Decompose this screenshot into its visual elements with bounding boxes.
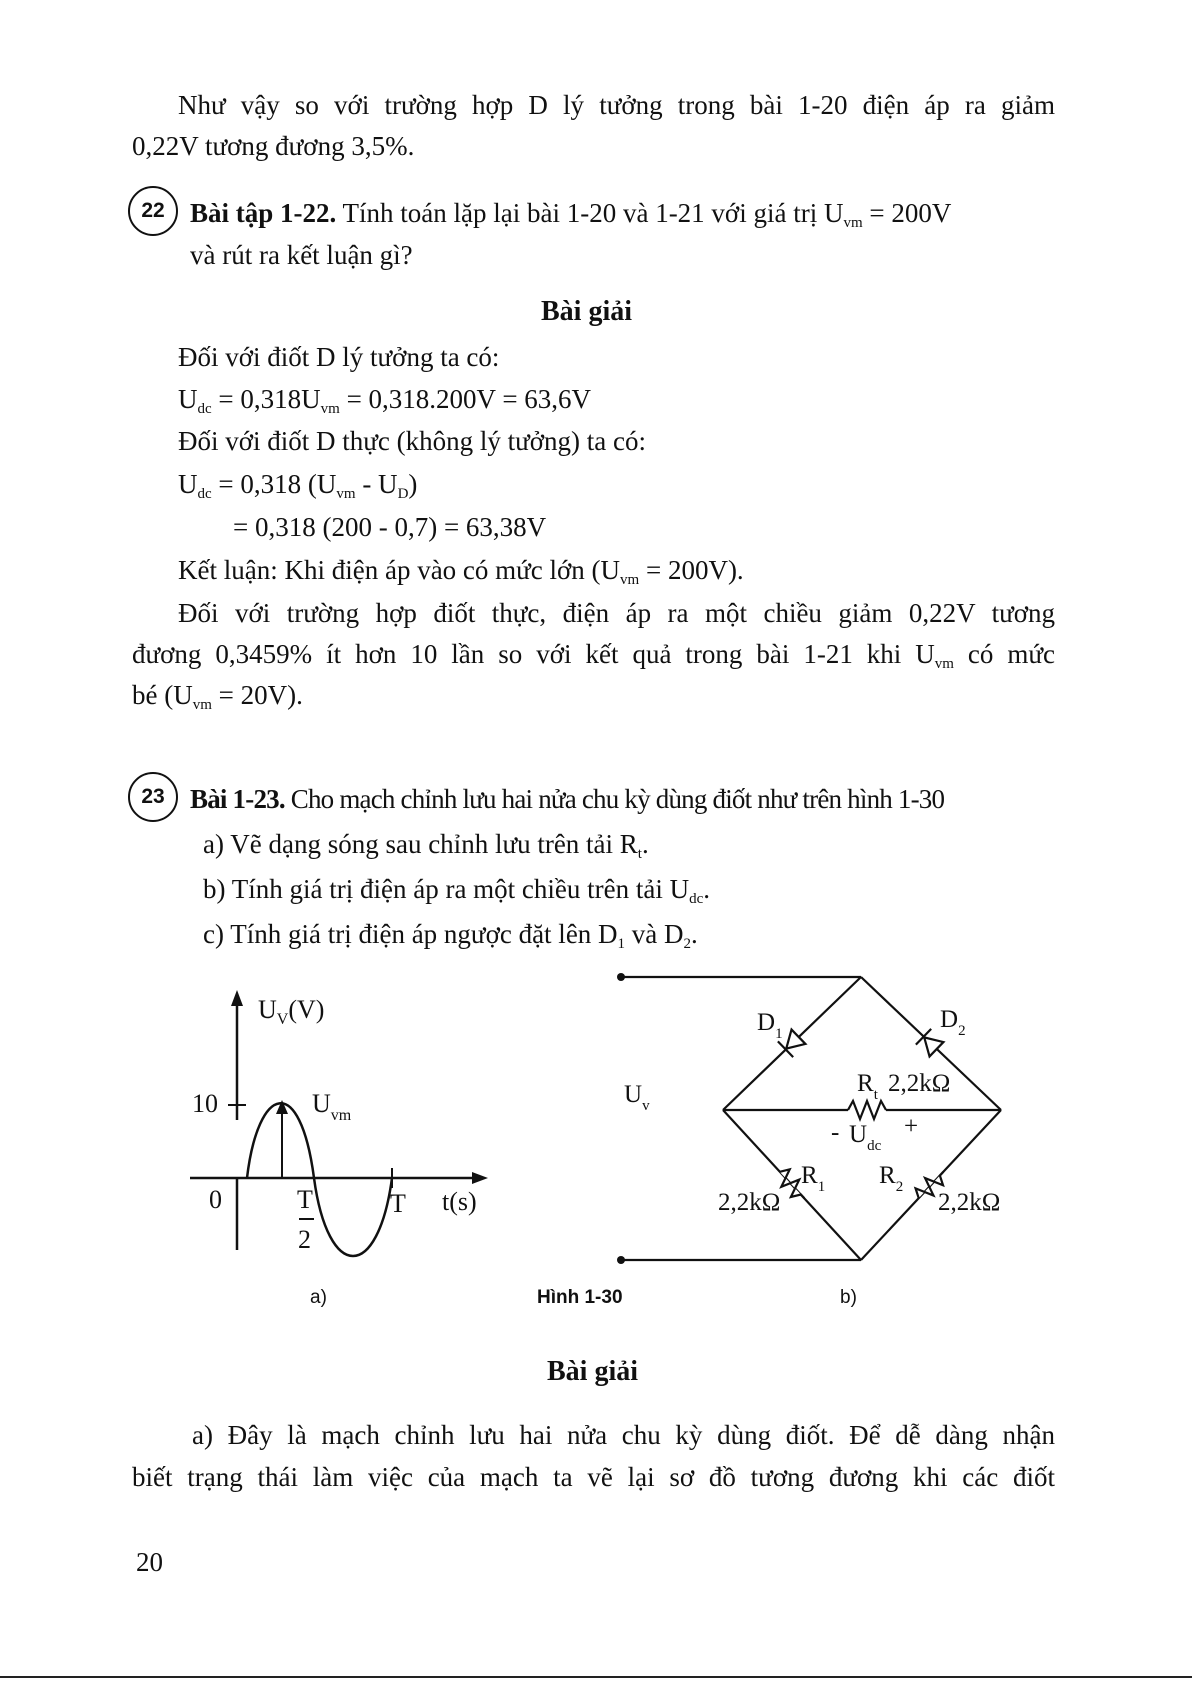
solution-paragraph-line: a) Đây là mạch chỉnh lưu hai nửa chu kỳ dùng điốt. Để dễ dàng nhận xyxy=(192,1420,1055,1450)
solution-equation: $U_{dc} = 0,318U_{vm} = 0,318.200V = 63,6V$ xyxy=(178,384,592,417)
y-tick-label: 10 xyxy=(192,1089,218,1118)
page-bottom-rule xyxy=(0,1676,1192,1678)
solution-line: Đối với điốt D lý tưởng ta có: xyxy=(178,342,500,372)
figure-part-b-label: b) xyxy=(840,1287,857,1308)
exercise-23-title: Bài 1-23. xyxy=(190,784,285,814)
peak-label: $U_{vm}$ xyxy=(312,1089,352,1124)
y-axis-arrowhead xyxy=(231,990,243,1006)
load-resistor xyxy=(848,1101,886,1119)
exercise-23-part-b: b) Tính giá trị điện áp ra một chiều trên tải $U_{dc}$. xyxy=(203,874,711,907)
solution-line: Đối với điốt D thực (không lý tưởng) ta có: xyxy=(178,426,647,456)
solution-paragraph-line: biết trạng thái làm việc của mạch ta vẽ lại sơ đồ tương đương khi các điốt xyxy=(132,1462,1055,1492)
period-label: T xyxy=(390,1189,406,1218)
y-axis-label: $U_V(V)$ xyxy=(258,995,325,1028)
peak-marker-arrow xyxy=(276,1100,288,1114)
solution-conclusion: Kết luận: Khi điện áp vào có mức lớn $(U_{vm} = 200V)$. xyxy=(178,555,744,588)
solution-paragraph-line: đương 0,3459% ít hơn 10 lần so với kết quả trong bài 1-21 khi $U_{vm}$ có mức xyxy=(132,639,1055,672)
resistor-r2-label: $R_2$ xyxy=(879,1162,904,1195)
resistor-r1-value: 2,2kΩ xyxy=(718,1189,781,1216)
x-axis-label: t(s) xyxy=(442,1187,477,1216)
waveform-labels xyxy=(192,995,477,1254)
exercise-23-statement: Bài 1-23. Cho mạch chỉnh lưu hai nửa chu kỳ dùng điốt như trên hình 1-30 xyxy=(190,784,945,814)
load-resistor-value: 2,2kΩ xyxy=(888,1070,951,1097)
half-period-denominator: 2 xyxy=(298,1225,311,1254)
exercise-22-title: Bài tập 1-22. xyxy=(190,198,337,228)
exercise-22-statement: Bài tập 1-22. Tính toán lặp lại bài 1-20 và 1-21 với giá trị $U_{vm} = 200V$ xyxy=(190,198,952,231)
exercise-23-part-a: a) Vẽ dạng sóng sau chỉnh lưu trên tải $R_t$. xyxy=(203,829,649,862)
sine-wave xyxy=(247,1103,392,1256)
solution-equation: = 0,318 (200 - 0,7) = 63,38V xyxy=(233,512,547,542)
intro-line-2: 0,22V tương đương 3,5%. xyxy=(132,131,415,161)
figure-caption: Hình 1-30 xyxy=(537,1287,623,1308)
half-period-numerator: T xyxy=(297,1185,313,1214)
solution-heading: Bài giải xyxy=(541,296,633,327)
resistor-r2-value: 2,2kΩ xyxy=(938,1189,1001,1216)
solution-equation: $U_{dc} = 0,318$ $(U_{vm} - U_D)$ xyxy=(178,469,418,502)
solution-paragraph-line: Đối với trường hợp điốt thực, điện áp ra một chiều giảm 0,22V tương xyxy=(178,598,1055,628)
solution-heading: Bài giải xyxy=(547,1356,639,1387)
input-voltage-label: $U_v$ xyxy=(624,1081,650,1114)
exercise-23-part-c: c) Tính giá trị điện áp ngược đặt lên $D_1$ và $D_2$. xyxy=(203,919,698,952)
exercise-22-line-2: và rút ra kết luận gì? xyxy=(190,240,413,270)
udc-plus-sign: + xyxy=(904,1113,919,1140)
udc-minus-sign: - xyxy=(831,1119,840,1146)
diode-d1-label: $D_1$ xyxy=(757,1009,783,1042)
x-axis-arrowhead xyxy=(472,1172,488,1184)
page-number: 20 xyxy=(136,1547,163,1577)
exercise-number-badge: 22 xyxy=(128,186,178,236)
load-resistor-label: $R_t$ xyxy=(857,1070,878,1103)
figure-part-a-label: a) xyxy=(310,1287,327,1308)
diode-d2-label: $D_2$ xyxy=(940,1006,966,1039)
resistor-r1-label: $R_1$ xyxy=(801,1162,826,1195)
udc-label: $U_{dc}$ xyxy=(849,1121,882,1154)
origin-label: 0 xyxy=(209,1185,222,1214)
exercise-number-badge: 23 xyxy=(128,772,178,822)
solution-paragraph-line: bé $(U_{vm} = 20V)$. xyxy=(132,680,303,713)
intro-line-1: Như vậy so với trường hợp D lý tưởng trong bài 1-20 điện áp ra giảm xyxy=(178,90,1055,120)
